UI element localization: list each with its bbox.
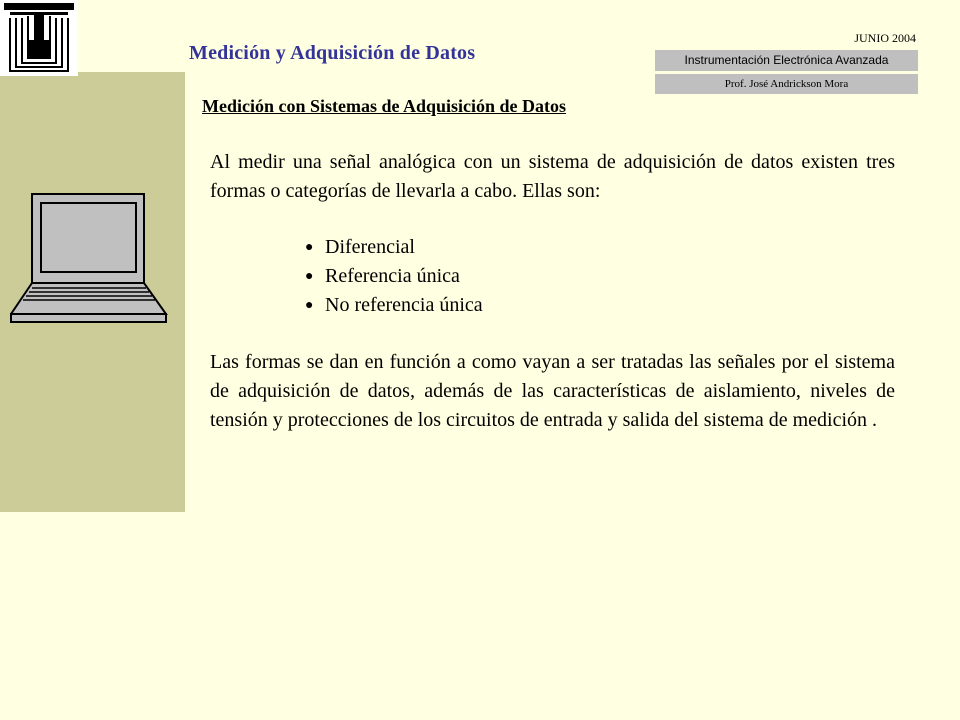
laptop-icon	[10, 193, 168, 324]
institution-logo-icon	[0, 0, 78, 76]
list-item	[305, 233, 483, 262]
list-item	[305, 262, 483, 291]
laptop-illustration	[10, 193, 168, 329]
intro-paragraph: Al medir una señal analógica con un sistema de adquisición de datos existen tres formas o categorías de llevarla a cabo. Ellas son:	[210, 151, 895, 202]
slide-subtitle: Medición con Sistemas de Adquisición de Datos	[202, 96, 567, 116]
bullet-icon: ●	[305, 269, 314, 284]
header-divider	[78, 72, 185, 76]
bullet-icon: ●	[305, 298, 314, 313]
presentation-title: Medición y Adquisición de Datos	[189, 42, 476, 64]
bullet-icon: ●	[305, 240, 314, 255]
list-item	[305, 291, 483, 320]
date-label: JUNIO 2004	[854, 31, 916, 45]
course-label: Instrumentación Electrónica Avanzada	[655, 50, 918, 71]
bullet-text: Diferencial	[325, 236, 415, 258]
bullet-text: No referencia única	[325, 294, 483, 316]
professor-label: Prof. José Andrickson Mora	[655, 74, 918, 94]
closing-paragraph: Las formas se dan en función a como vayan a ser tratadas las señales por el sistema de adquisición de datos, además de las características de aislamiento, niveles de tensión y protecciones de los circuitos de entrada y salida del sistema de medición .	[210, 351, 895, 431]
bullet-text: Referencia única	[325, 265, 460, 287]
bullet-list	[305, 233, 483, 320]
logo	[0, 0, 78, 76]
